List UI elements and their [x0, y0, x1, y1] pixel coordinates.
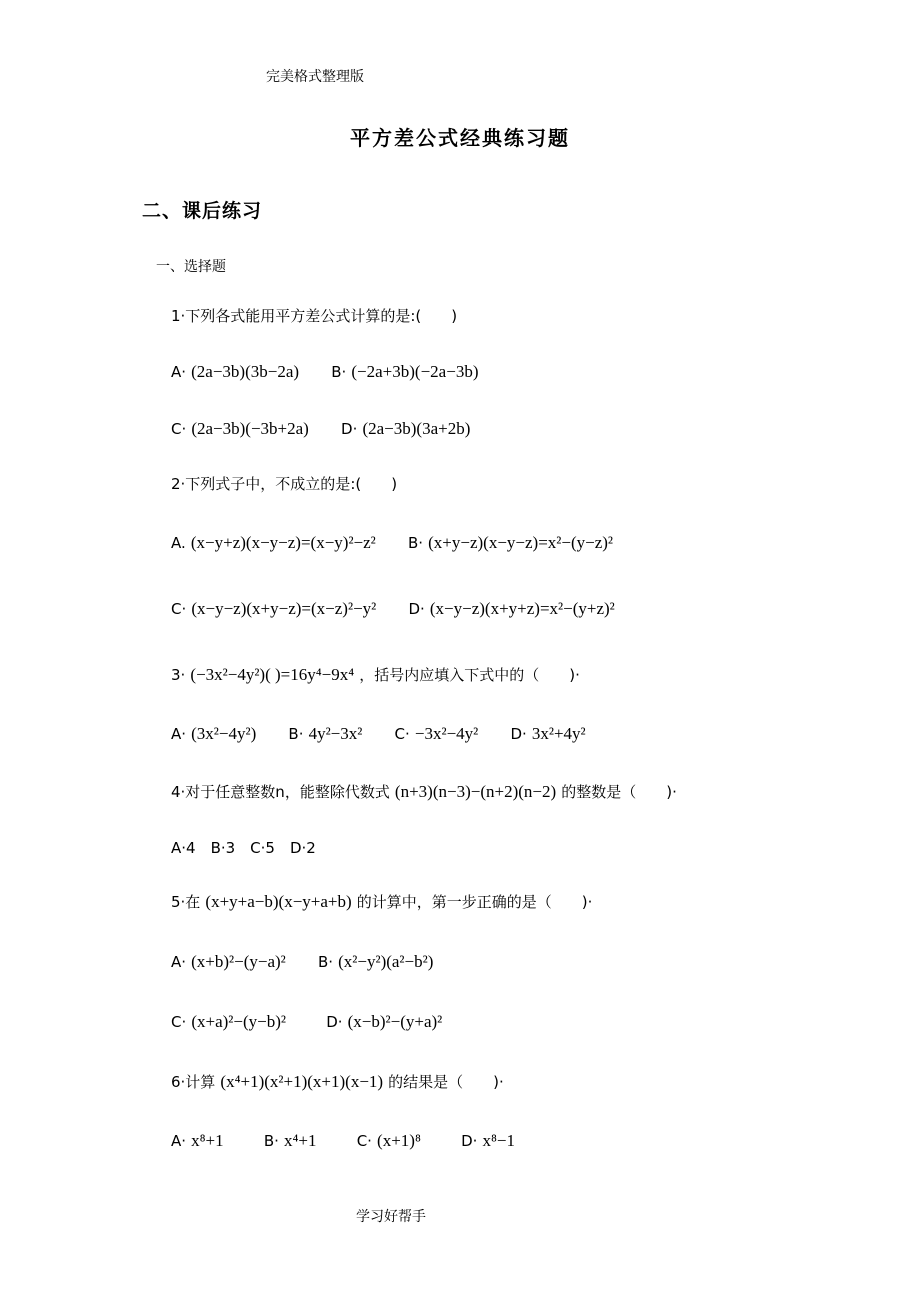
question-suffix: 的计算中，第一步正确的是（ )· [356, 893, 593, 911]
question-4-options: A·4 B·3 C·5 D·2 [171, 839, 316, 857]
option-expr: 3x²+4y² [531, 724, 586, 743]
option-expr: 4y²−3x² [308, 724, 363, 743]
question-1-options-ab [171, 360, 478, 384]
option-label: C· [356, 1132, 372, 1150]
question-4-stem [171, 780, 677, 804]
option-expr: (3x²−4y²) [191, 724, 257, 743]
option-expr: x⁸−1 [482, 1131, 515, 1150]
option-expr: (2a−3b)(−3b+2a) [191, 419, 309, 438]
question-5-options-cd [171, 1010, 442, 1034]
option-expr: (2a−3b)(3a+2b) [362, 419, 471, 438]
option-expr: x⁸+1 [191, 1131, 224, 1150]
option-label: B· [288, 725, 304, 743]
option-label: B· [263, 1132, 279, 1150]
page-header: 完美格式整理版 [266, 69, 364, 85]
option-label: D· [408, 600, 425, 618]
option-expr: (x−y−z)(x+y−z)=(x−z)²−y² [191, 599, 377, 618]
option-label: A. [171, 534, 186, 552]
question-3-stem [171, 663, 580, 687]
question-suffix: 的结果是（ )· [388, 1073, 504, 1091]
option-expr: (x+1)⁸ [377, 1131, 421, 1150]
page-title: 平方差公式经典练习题 [350, 126, 570, 150]
option-label: C· [171, 1013, 187, 1031]
question-3-options [171, 722, 586, 746]
question-prefix: 3· [171, 666, 186, 684]
question-6-stem [171, 1070, 504, 1094]
option-label: D· [341, 420, 358, 438]
question-expr: (x⁴+1)(x²+1)(x+1)(x−1) [220, 1072, 384, 1091]
option-expr: (−2a+3b)(−2a−3b) [351, 362, 479, 381]
option-expr: (x+a)²−(y−b)² [191, 1012, 286, 1031]
option-label: C· [171, 420, 187, 438]
option-label: B· [317, 953, 334, 971]
question-prefix: 6·计算 [171, 1073, 216, 1091]
option-expr: (x−y+z)(x−y−z)=(x−y)²−z² [190, 533, 376, 552]
question-expr: (x+y+a−b)(x−y+a+b) [205, 892, 352, 911]
question-1-options-cd [171, 417, 470, 441]
option-expr: (x+b)²−(y−a)² [191, 952, 286, 971]
option-label: A· [171, 363, 187, 381]
subsection-heading: 一、选择题 [156, 259, 226, 275]
question-6-options [171, 1129, 515, 1153]
option-label: C· [171, 600, 187, 618]
question-expr: (n+3)(n−3)−(n+2)(n−2) [394, 782, 557, 801]
option-label: A· [171, 725, 187, 743]
question-2-options-cd [171, 597, 615, 621]
section-heading: 二、课后练习 [142, 200, 263, 222]
question-1-stem: 1·下列各式能用平方差公式计算的是:( ) [171, 307, 458, 325]
question-suffix: 的整数是（ )· [561, 783, 677, 801]
option-expr: (2a−3b)(3b−2a) [191, 362, 300, 381]
question-2-stem: 2·下列式子中，不成立的是:( ) [171, 475, 398, 493]
question-5-options-ab [171, 950, 433, 974]
question-suffix: ，括号内应填入下式中的（ )· [359, 666, 580, 684]
option-expr: (x+y−z)(x−y−z)=x²−(y−z)² [428, 533, 614, 552]
option-label: A· [171, 1132, 187, 1150]
question-5-stem [171, 890, 592, 914]
question-expr: (−3x²−4y²)( )=16y⁴−9x⁴ [190, 665, 355, 684]
option-label: A· [171, 953, 187, 971]
page-footer: 学习好帮手 [356, 1209, 426, 1225]
option-label: D· [326, 1013, 343, 1031]
question-prefix: 4·对于任意整数n，能整除代数式 [171, 783, 390, 801]
option-expr: (x−b)²−(y+a)² [347, 1012, 443, 1031]
option-label: D· [461, 1132, 478, 1150]
option-expr: x⁴+1 [283, 1131, 317, 1150]
option-label: B· [407, 534, 424, 552]
question-prefix: 5·在 [171, 893, 201, 911]
question-2-options-ab [171, 531, 613, 555]
option-label: D· [510, 725, 527, 743]
option-expr: (x²−y²)(a²−b²) [338, 952, 434, 971]
option-label: C· [394, 725, 410, 743]
option-label: B· [331, 363, 347, 381]
option-expr: (x−y−z)(x+y+z)=x²−(y+z)² [429, 599, 615, 618]
option-expr: −3x²−4y² [414, 724, 479, 743]
